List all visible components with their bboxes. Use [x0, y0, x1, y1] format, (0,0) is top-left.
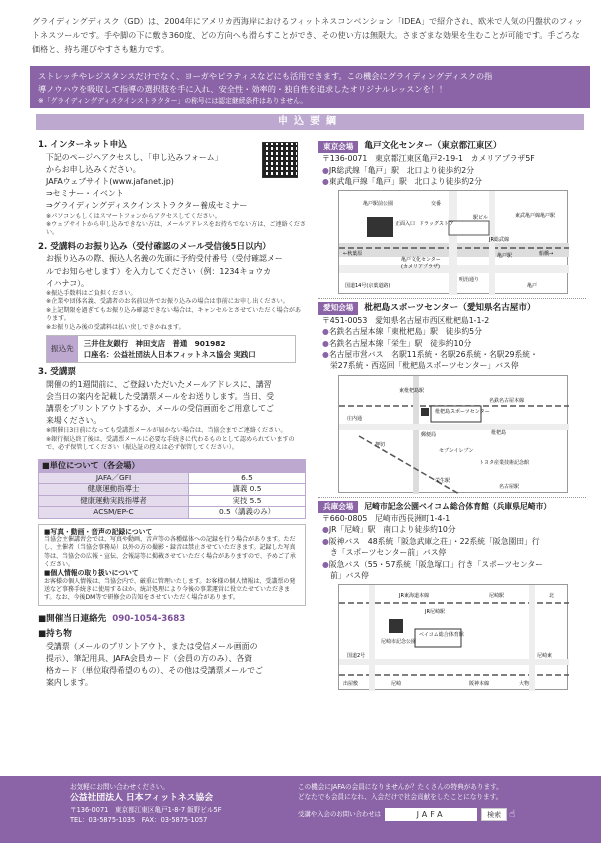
map-label: (カメリアプラザ): [401, 264, 440, 271]
map-label: 名鉄名古屋本線: [489, 397, 525, 404]
venue-access: ●JR「尼崎」駅 南口より徒歩約10分: [322, 525, 456, 535]
map-aichi: [338, 375, 568, 493]
pointer-hand-icon: ☝: [509, 809, 516, 820]
venue-access: ●阪神バス 48系統「阪急武庫之荘」・22系統「阪急園田」行: [322, 536, 540, 546]
unit-key: ACSM/EP-C: [39, 507, 189, 519]
map-label: 郵便局: [421, 431, 437, 438]
venue-name: 枇杷島スポーツセンター（愛知県名古屋市）: [364, 302, 536, 313]
payment-note: ※振込手数料はご負担ください。: [46, 290, 137, 298]
venue-tag: 兵庫会場: [318, 501, 358, 513]
bring-line: 案内します。: [46, 678, 93, 688]
right-column: [318, 138, 586, 694]
divider: [318, 497, 586, 498]
map-label: 尼崎: [391, 681, 402, 688]
unit-value: 6.5: [189, 472, 306, 484]
units-table: [38, 472, 306, 519]
tel-label: ■開催当日連絡先: [38, 614, 107, 625]
qr-code-icon[interactable]: [262, 142, 298, 178]
internet-apply-line: ⇒セミナー・イベント: [46, 189, 124, 199]
venue-heading-tokyo: [318, 141, 586, 153]
flyer-page: [14, 0, 587, 843]
ticket-title: 3. 受講票: [38, 367, 77, 378]
map-label: 尼崎市記念公園: [381, 639, 417, 646]
map-label: 駅ビル: [473, 215, 489, 222]
ticket-line: 会当日の案内を記載した受講票メールをお送りします。当日、受: [46, 391, 275, 401]
map-label: 枇杷島スポーツセンター: [435, 408, 490, 415]
bring-line: 受講票（メールのプリントアウト、または受信メール画面の: [46, 641, 258, 651]
venue-heading-hyogo: [318, 501, 586, 513]
venue-access: ●名鉄名古屋本線「栄生」駅 徒歩約10分: [322, 338, 472, 348]
venue-tag: 東京会場: [318, 141, 358, 153]
bullet-icon: ●: [322, 559, 329, 569]
map-label: 東枇杷島駅: [399, 387, 425, 394]
footer-telfax: TEL：03-5875-1035 FAX：03-5875-1057: [70, 816, 208, 824]
bullet-icon: ●: [322, 165, 329, 175]
venue-access: 前」バス停: [330, 571, 369, 581]
map-label: 亀戸駅: [497, 253, 513, 260]
bring-label: ■持ち物: [38, 629, 72, 640]
map-label: ドラッグストア: [419, 221, 454, 228]
payment-note: ※上記期限を過ぎてもお振り込み確認できない場合は、キャンセルとさせていただく場合があります。: [46, 306, 301, 323]
ticket-line: 講票をプリントアウトするか、メールの受信画面をご用意してご: [46, 404, 274, 414]
section-banner: 申込要綱: [36, 114, 584, 130]
map-label: 尼崎東: [537, 653, 553, 660]
venue-address: 〒451-0053 愛知県名古屋市西区枇杷島1-1-2: [322, 315, 490, 325]
footer-line: お気軽にお問い合わせください。: [70, 783, 169, 791]
map-label: 出屋敷: [343, 681, 359, 688]
bank-info-line: 口座名：公益社団法人日本フィットネス協会 実践口: [83, 350, 256, 360]
privacy-policy-title: ■個人情報の取り扱いについて: [44, 569, 139, 578]
policy-notes-box: [38, 524, 306, 607]
unit-key: 健康運動指導士: [39, 484, 189, 496]
internet-apply-note: ※ウェブサイトから申し込みできない方は、メールアドレスをお持ちでない方は、ご連絡ください。: [46, 221, 307, 237]
map-label: 交番: [431, 201, 442, 208]
map-label: 名古屋駅: [499, 483, 520, 490]
membership-line: どなたでも会員になれ、入会だけで社会貢献をしたことになります。: [298, 793, 503, 801]
map-label: 大物: [519, 681, 530, 688]
footer: [0, 776, 601, 843]
bullet-icon: ●: [322, 177, 329, 187]
venue-tag: 愛知会場: [318, 302, 358, 314]
venue-address: 〒136-0071 東京都江東区亀戸2-19-1 カメリアプラザ5F: [322, 154, 535, 164]
venue-name: 尼崎市記念公園ベイコム総合体育館（兵庫県尼崎市）: [364, 501, 552, 511]
venue-access: ●東武亀戸線「亀戸」駅 北口より徒歩約2分: [322, 177, 482, 187]
map-label: 国道2号: [347, 653, 366, 660]
map-label: 船橋→: [539, 251, 554, 258]
venue-heading-aichi: [318, 302, 586, 314]
membership-line: この機会にJAFAの会員になりませんか？たくさんの特典があります。: [298, 783, 503, 791]
organization-name: 公益社団法人 日本フィットネス協会: [70, 793, 214, 803]
search-label: 受講や入会のお問い合わせは: [298, 810, 382, 819]
photo-policy-title: ■写真・動画・音声の記録について: [44, 527, 153, 536]
ticket-note: ※開催日3日前になっても受講票メールが届かない場合は、当協会までご連絡ください。: [46, 427, 287, 435]
table-row: [39, 484, 306, 496]
payment-note: ※お振り込み後の受講料は払い戻しできかねます。: [46, 323, 185, 331]
map-label: 押切: [375, 441, 386, 448]
unit-value: 0.5（講義のみ）: [189, 507, 306, 519]
map-label: JR東海道本線: [399, 593, 429, 600]
unit-key: 健康運動実践指導者: [39, 495, 189, 507]
map-hyogo: [338, 584, 568, 690]
map-label: 正面入口: [395, 221, 416, 228]
map-label: 庄内通: [347, 415, 363, 422]
privacy-policy-text: お客様の個人情報は、当協会内で、厳重に管理いたします。お客様の個人情報は、受講票の発送など事務手続きに使用するほか、統計処理により今後の事業運営に役立たせていただきます。なお、今後DM等で研修会の告知をさせていただく場合があります。: [44, 577, 296, 602]
search-input[interactable]: JAFA: [385, 808, 477, 821]
footer-contact: [70, 782, 222, 825]
left-column: [38, 138, 306, 689]
bullet-icon: ●: [322, 338, 329, 348]
venue-access: ●阪急バス（55・57系統「阪急塚口」行き「スポーツセンター: [322, 559, 543, 569]
units-title: ■単位について（各会場）: [38, 459, 306, 472]
bring-line: 提示）、筆記用具、JAFA会員カード（会員の方のみ）、各資: [46, 653, 253, 663]
map-label: 北: [549, 593, 555, 600]
map-label: トヨタ産業技術記念館: [479, 459, 530, 466]
map-label: JR総武線: [489, 237, 509, 244]
map-label: 亀戸文化センター: [401, 257, 441, 264]
divider: [318, 298, 586, 299]
venue-name: 亀戸文化センター（東京都江東区）: [364, 141, 502, 152]
contact-tel: [38, 614, 306, 626]
venue-address: 〒660-0805 尼崎市西長洲町1-4-1: [322, 514, 451, 523]
payment-note: ※企業や団体名義、受講者のお名前以外でお振り込みの場合は事前にお申し出ください。: [46, 298, 289, 306]
map-label: 亀戸: [527, 283, 538, 290]
tel-number[interactable]: 090-1054-3683: [112, 614, 186, 625]
map-tokyo: [338, 190, 568, 294]
bullet-icon: ●: [322, 327, 329, 337]
bank-tag: 振込先: [47, 336, 78, 362]
ticket-note: ※銀行振込終了後は、受講票メールに必要な手続きに代わるものとして認められていますので、必ず保管してください（振込証の控えは必ず保管してください）。: [46, 435, 295, 452]
table-row: [39, 495, 306, 507]
payment-line: イハナコ）。: [46, 278, 89, 288]
map-label: ←秋葉原: [343, 251, 363, 258]
venue-access: き「スポーツセンター前」バス停: [330, 548, 447, 558]
map-label: 栄生駅: [435, 477, 451, 484]
payment-line: ルでお知らせします）を入力してください（例：1234キョウカ: [46, 266, 272, 276]
internet-apply-note: ※パソコンもしくはスマートフォンからアクセスしてください。: [46, 212, 221, 220]
table-row: [39, 472, 306, 484]
bullet-icon: ●: [322, 349, 329, 359]
map-label: 国道14号(京葉道路): [345, 283, 391, 290]
unit-value: 実技 5.5: [189, 495, 306, 507]
map-label: 東武亀戸線亀戸駅: [515, 213, 556, 220]
search-button[interactable]: 検索: [481, 808, 507, 821]
footer-address: 〒136-0071 東京都江東区亀戸1-8-7 飯野ビル5F: [70, 806, 222, 814]
venue-access: ●名古屋市営バス 名駅11系統・名駅26系統・名駅29系統・: [322, 349, 538, 359]
map-label: 亀戸駅前公園: [363, 201, 394, 208]
intro-text: グライディングディスク（GD）は、2004年にアメリカ西海岸におけるフィットネスコンベンション「IDEA」で紹介され、欧米で人気の円盤状のフィットネスツールです。手や脚の下に敷き360度、どの方向へも滑らすことができ、その使い方は無限大。さまざまな効果を生むことが可能です。手ごろな価格と、持ち運びやすさも魅力です。: [32, 16, 583, 54]
map-label: JR尼崎駅: [425, 609, 445, 616]
map-label: セブンイレブン: [439, 447, 474, 454]
bank-account-box: [46, 335, 296, 363]
map-label: 枇杷島: [491, 429, 507, 436]
internet-apply-title: 1. インターネット申込: [38, 140, 127, 150]
internet-apply-line: からお申し込みください。: [46, 164, 141, 174]
photo-policy-text: 当協会主催講習会では、写真や動画、音声等の各種媒体への記録を行う場合があります。ただし、主催者（当協会事務局）以外の方の撮影・録音は禁止させていただきます。記録した写真等は、当協会の広報・宣伝、会報誌等に掲載させていただく場合がありますので、予めご了承ください。: [44, 536, 296, 568]
highlight-line-1: ストレッチやレジスタンスだけでなく、ヨーガやピラティスなどにも活用できます。この機会にグライディングディスクの指: [38, 71, 493, 81]
venue-access: ●JR総武線「亀戸」駅 北口より徒歩約2分: [322, 165, 475, 175]
search-bar: [298, 808, 515, 822]
bank-info-line: 三井住友銀行 神田支店 普通 901982: [83, 339, 226, 349]
payment-line: お振り込みの際、振込人名義の先頭に予約受付番号（受付確認メー: [46, 254, 283, 264]
unit-value: 講義 0.5: [189, 484, 306, 496]
highlight-line-2: 導ノウハウを吸収して指導の選択肢を手に入れ、安全性・効率的・独自性を追求したオリジナルレッスンを！！: [38, 83, 448, 94]
ticket-line: 来場ください。: [46, 416, 102, 426]
map-label: 明治通り: [459, 277, 480, 284]
bullet-icon: ●: [322, 525, 329, 535]
internet-apply-line: 下記のページへアクセスし、「申し込みフォーム」: [46, 152, 223, 162]
highlight-note: ※「グライディングディスクインストラクター」の称号には認定継続条件はありません。: [38, 97, 308, 105]
map-label: ベイコム総合体育館: [419, 632, 464, 639]
jafa-website-link[interactable]: JAFAウェブサイト(www.jafanet.jp): [46, 177, 174, 186]
venue-access: ●名鉄名古屋本線「東枇杷島」駅 徒歩約5分: [322, 327, 482, 337]
footer-membership: [298, 782, 503, 802]
table-row: [39, 507, 306, 519]
bullet-icon: ●: [322, 536, 329, 546]
map-label: 尼崎駅: [489, 593, 505, 600]
internet-apply-line: ⇒グライディングディスクインストラクター養成セミナー: [46, 201, 248, 211]
bring-line: 格カード（単位取得希望のもの）、その他は受講票メールでご: [46, 666, 263, 676]
venue-access: 栄27系統・西巡回「枇杷島スポーツセンター」バス停: [330, 361, 519, 371]
map-label: 阪神本線: [469, 681, 490, 688]
payment-title: 2. 受講料のお振り込み（受付確認のメール受信後5日以内）: [38, 241, 271, 252]
ticket-line: 開催の約1週間前に、ご登録いただいたメールアドレスに、講習: [46, 379, 272, 389]
unit-key: JAFA／GFI: [39, 472, 189, 484]
highlight-box: [30, 66, 590, 108]
